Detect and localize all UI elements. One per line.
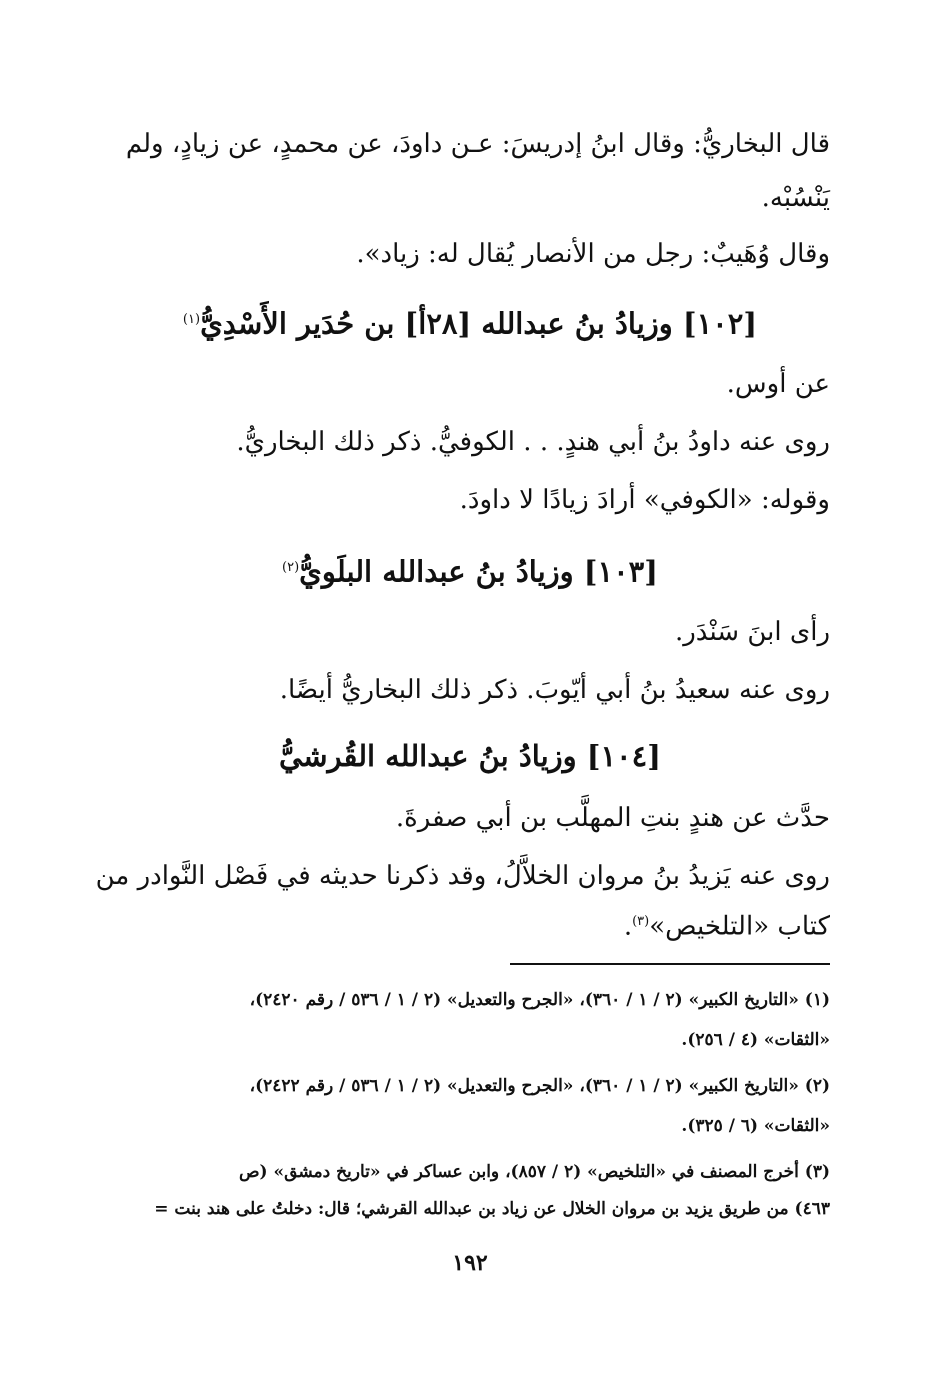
body-line: حدَّث عن هندٍ بنتِ المهلَّب بن أبي صفرةَ.: [395, 803, 830, 833]
footnote-line: «الثقات» (٦ / ٣٢٥).: [681, 1116, 830, 1136]
body-line: روى عنه يَزيدُ بنُ مروان الخلاَّلُ، وقد ذكرنا حديثه في فَصْل النَّوادر من: [95, 861, 830, 891]
page-number: ١٩٢: [452, 1250, 488, 1276]
body-line-text: كتاب «التلخيص»: [649, 911, 830, 942]
entry-heading-102: [0, 298, 940, 346]
footnote-ref: (١): [182, 312, 201, 327]
footnote-line: (١) «التاريخ الكبير» (٢ / ١ / ٣٦٠)، «الجرح والتعديل» (٢ / ١ / ٥٣٦ / رقم ٢٤٢٠)،: [249, 990, 830, 1010]
body-line: عن أوس.: [726, 369, 830, 399]
body-line: روى عنه داودُ بنُ أبي هندٍ. . . الكوفيُّ. ذكر ذلك البخاريُّ.: [236, 427, 830, 457]
body-line: يَنْسُبْه.: [761, 183, 830, 213]
footnote-line: (٢) «التاريخ الكبير» (٢ / ١ / ٣٦٠)، «الجرح والتعديل» (٢ / ١ / ٥٣٦ / رقم ٢٤٢٢)،: [249, 1076, 830, 1096]
footnote-line: ٤٦٣) من طريق يزيد بن مروان الخلال عن زياد بن عبدالله القرشي؛ قال: دخلتُ على هند بنت =: [154, 1199, 830, 1219]
entry-heading-text: [١٠٣] وزيادُ بنُ عبدالله البلَويُّ: [299, 554, 658, 589]
footnote-ref: (٣): [632, 914, 650, 929]
entry-heading-text: [١٠٢] وزيادُ بنُ عبدالله [٢٨أ] بن حُدَير الأَسْدِيُّ: [200, 306, 758, 341]
body-line-last: [100, 900, 830, 949]
footnote-ref: (٢): [282, 560, 300, 575]
footnote-line: «الثقات» (٤ / ٢٥٦).: [681, 1030, 830, 1050]
body-line: رأى ابنَ سَنْدَر.: [674, 617, 830, 647]
entry-heading-104: [0, 734, 940, 778]
body-line: وقوله: «الكوفي» أرادَ زيادًا لا داودَ.: [459, 485, 830, 515]
footnote-line: (٣) أخرج المصنف في «التلخيص» (٢ / ٨٥٧)، وابن عساكر في «تاريخ دمشق» (ص: [239, 1162, 830, 1182]
body-line: قال البخاريُّ: وقال ابنُ إدريسَ: عـن داودَ، عن محمدٍ، عن زيادٍ، ولم: [125, 129, 830, 159]
entry-heading-text: [١٠٤] وزيادُ بنُ عبدالله القُرشيُّ: [279, 739, 661, 773]
footnote-separator: [510, 963, 830, 965]
body-line: روى عنه سعيدُ بنُ أبي أيّوبَ. ذكر ذلك البخاريُّ أيضًا.: [279, 675, 830, 705]
sentence-end: .: [623, 911, 633, 942]
body-line: وقال وُهَيبٌ: رجل من الأنصار يُقال له: زياد».: [356, 239, 830, 269]
entry-heading-103: [0, 546, 940, 594]
